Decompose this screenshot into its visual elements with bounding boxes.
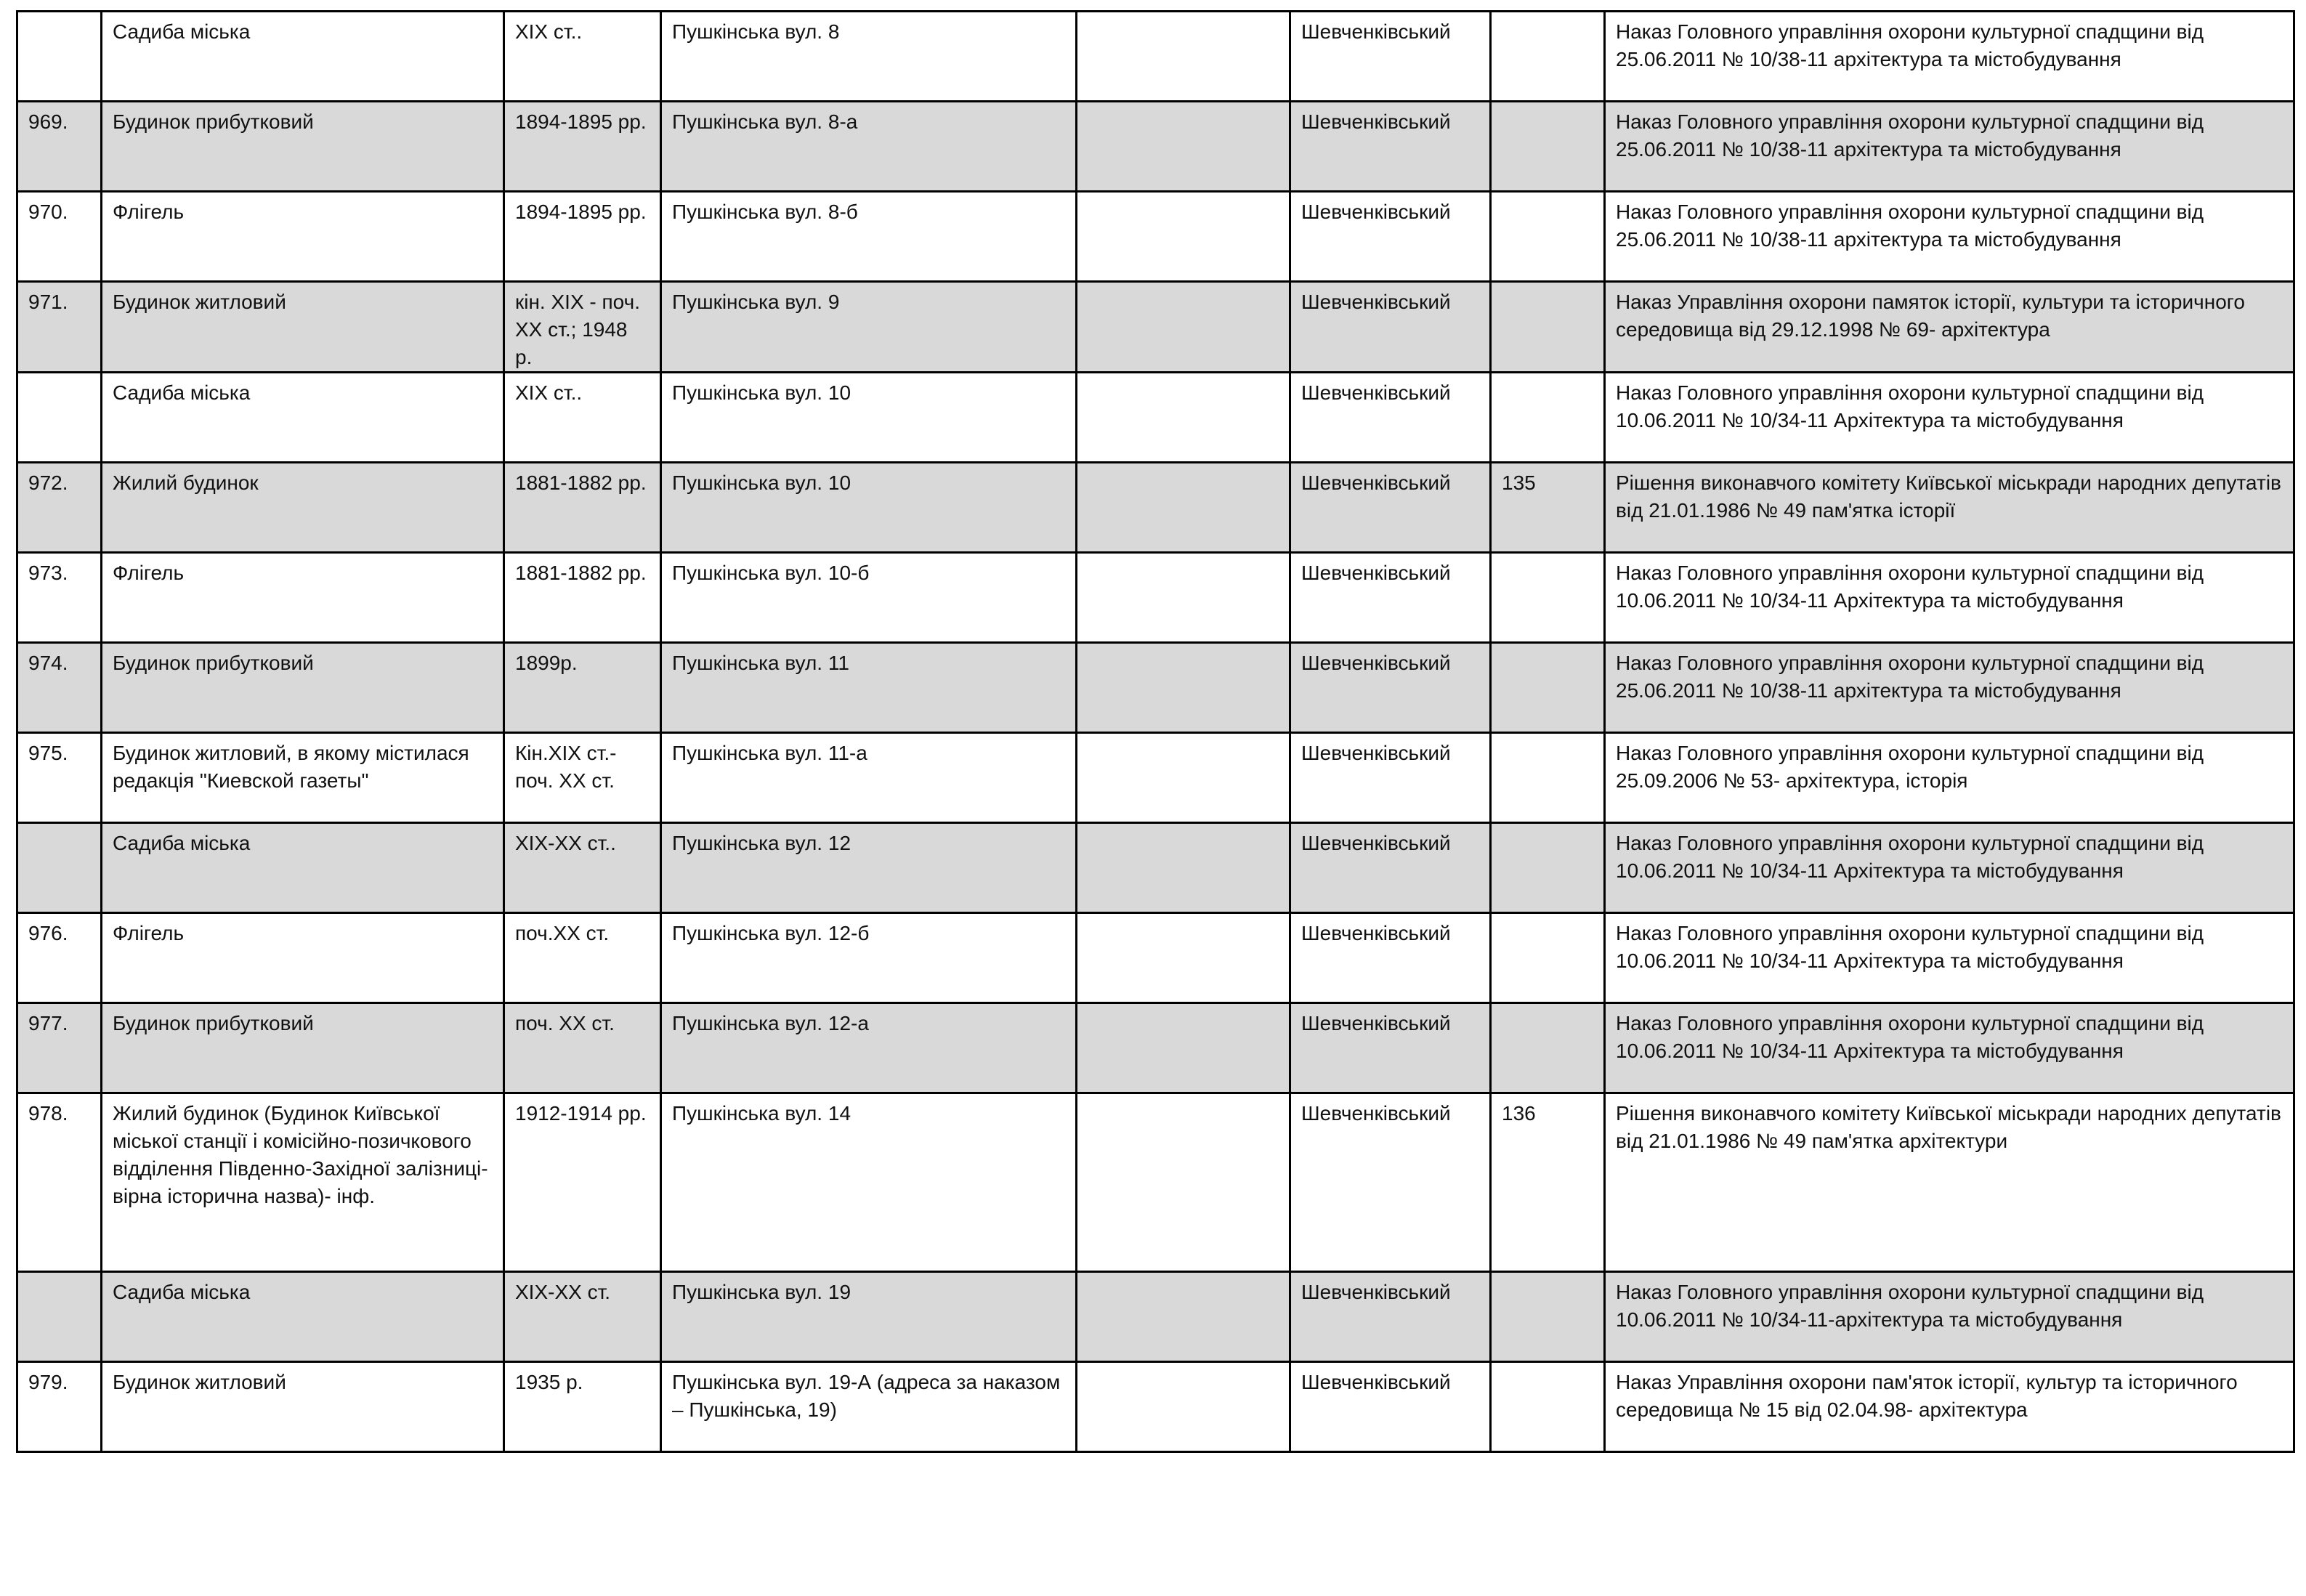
cell-date: 1912-1914 рр.: [504, 1093, 661, 1272]
cell-registration-number: [1491, 373, 1605, 463]
cell-district: Шевченківський: [1290, 12, 1491, 102]
cell-object-name: Садиба міська: [102, 373, 504, 463]
cell-number: 979.: [17, 1362, 102, 1452]
cell-district: Шевченківський: [1290, 1093, 1491, 1272]
cell-address: Пушкінська вул. 12-б: [661, 913, 1077, 1003]
cell-object-name: Жилий будинок (Будинок Київської міської станції і комісійно-позичкового відділення Південно-Західної залізниці- вірна історична назва)- інф.: [102, 1093, 504, 1272]
table-row: [17, 1272, 2294, 1362]
table-row: [17, 463, 2294, 553]
cell-number: [17, 823, 102, 913]
cell-registration-number: 135: [1491, 463, 1605, 553]
cell-district: Шевченківський: [1290, 192, 1491, 282]
cell-document: Наказ Головного управління охорони культурної спадщини від 10.06.2011 № 10/34-11 Архітектура та містобудування: [1605, 553, 2294, 643]
cell-number: 973.: [17, 553, 102, 643]
cell-document: Наказ Головного управління охорони культурної спадщини від 25.06.2011 № 10/38-11 архітектура та містобудування: [1605, 643, 2294, 733]
cell-document: Наказ Головного управління охорони культурної спадщини від 25.06.2011 № 10/38-11 архітектура та містобудування: [1605, 12, 2294, 102]
cell-address: Пушкінська вул. 11-а: [661, 733, 1077, 823]
cell-number: 978.: [17, 1093, 102, 1272]
cell-object-name: Будинок прибутковий: [102, 1003, 504, 1093]
cell-document: Наказ Управління охорони пам'яток історії, культур та історичного середовища № 15 від 02.04.98- архітектура: [1605, 1362, 2294, 1452]
cell-number: 977.: [17, 1003, 102, 1093]
cell-date: 1935 р.: [504, 1362, 661, 1452]
cell-document: Наказ Управління охорони памяток історії, культури та історичного середовища від 29.12.1998 № 69- архітектура: [1605, 282, 2294, 373]
cell-date: 1899р.: [504, 643, 661, 733]
cell-address: Пушкінська вул. 14: [661, 1093, 1077, 1272]
cell-date: 1894-1895 рр.: [504, 102, 661, 192]
cell-district: Шевченківський: [1290, 1003, 1491, 1093]
cell-object-name: Флігель: [102, 553, 504, 643]
cell-document: Наказ Головного управління охорони культурної спадщини від 10.06.2011 № 10/34-11-архітектура та містобудування: [1605, 1272, 2294, 1362]
cell-date: ХІХ-ХХ ст.: [504, 1272, 661, 1362]
cell-district: Шевченківський: [1290, 463, 1491, 553]
cell-date: поч.ХХ ст.: [504, 913, 661, 1003]
cell-empty: [1077, 463, 1290, 553]
cell-object-name: Садиба міська: [102, 1272, 504, 1362]
table-row: [17, 373, 2294, 463]
cell-number: 970.: [17, 192, 102, 282]
cell-empty: [1077, 823, 1290, 913]
cell-address: Пушкінська вул. 19-А (адреса за наказом – Пушкінська, 19): [661, 1362, 1077, 1452]
cell-document: Наказ Головного управління охорони культурної спадщини від 25.09.2006 № 53- архітектура, історія: [1605, 733, 2294, 823]
cell-district: Шевченківський: [1290, 373, 1491, 463]
table-row: [17, 102, 2294, 192]
cell-number: [17, 12, 102, 102]
cell-date: кін. ХІХ - поч. ХХ ст.; 1948 р.: [504, 282, 661, 373]
cell-document: Наказ Головного управління охорони культурної спадщини від 10.06.2011 № 10/34-11 Архітектура та містобудування: [1605, 913, 2294, 1003]
cell-registration-number: [1491, 12, 1605, 102]
cell-registration-number: [1491, 282, 1605, 373]
cell-number: 974.: [17, 643, 102, 733]
cell-district: Шевченківський: [1290, 102, 1491, 192]
cell-address: Пушкінська вул. 10-б: [661, 553, 1077, 643]
cell-registration-number: [1491, 1003, 1605, 1093]
cell-date: ХІХ-ХХ ст..: [504, 823, 661, 913]
table-row: [17, 1093, 2294, 1272]
table-row: [17, 913, 2294, 1003]
table-row: [17, 823, 2294, 913]
cell-object-name: Садиба міська: [102, 823, 504, 913]
cell-empty: [1077, 282, 1290, 373]
cell-registration-number: 136: [1491, 1093, 1605, 1272]
cell-date: 1894-1895 рр.: [504, 192, 661, 282]
cell-address: Пушкінська вул. 19: [661, 1272, 1077, 1362]
cell-empty: [1077, 12, 1290, 102]
cell-district: Шевченківський: [1290, 823, 1491, 913]
table-row: [17, 1003, 2294, 1093]
cell-number: 971.: [17, 282, 102, 373]
cell-district: Шевченківський: [1290, 643, 1491, 733]
cell-empty: [1077, 192, 1290, 282]
cell-empty: [1077, 553, 1290, 643]
cell-district: Шевченківський: [1290, 1272, 1491, 1362]
table-row: [17, 282, 2294, 373]
cell-address: Пушкінська вул. 11: [661, 643, 1077, 733]
cell-empty: [1077, 1093, 1290, 1272]
cell-address: Пушкінська вул. 8-б: [661, 192, 1077, 282]
table-row: [17, 733, 2294, 823]
cell-object-name: Будинок житловий: [102, 1362, 504, 1452]
cell-date: 1881-1882 рр.: [504, 553, 661, 643]
cell-date: ХІХ ст..: [504, 373, 661, 463]
cell-address: Пушкінська вул. 10: [661, 463, 1077, 553]
cell-empty: [1077, 1003, 1290, 1093]
cell-object-name: Жилий будинок: [102, 463, 504, 553]
cell-date: ХІХ ст..: [504, 12, 661, 102]
cell-document: Наказ Головного управління охорони культурної спадщини від 10.06.2011 № 10/34-11 Архітектура та містобудування: [1605, 1003, 2294, 1093]
table-row: [17, 192, 2294, 282]
cell-registration-number: [1491, 643, 1605, 733]
cell-address: Пушкінська вул. 9: [661, 282, 1077, 373]
cell-registration-number: [1491, 192, 1605, 282]
cell-address: Пушкінська вул. 8: [661, 12, 1077, 102]
cell-address: Пушкінська вул. 10: [661, 373, 1077, 463]
cell-address: Пушкінська вул. 12: [661, 823, 1077, 913]
cell-empty: [1077, 1362, 1290, 1452]
cell-registration-number: [1491, 823, 1605, 913]
table-body: [17, 12, 2294, 1452]
cell-object-name: Флігель: [102, 913, 504, 1003]
cell-date: Кін.ХІХ ст.- поч. ХХ ст.: [504, 733, 661, 823]
cell-district: Шевченківський: [1290, 733, 1491, 823]
cell-number: 975.: [17, 733, 102, 823]
cell-empty: [1077, 643, 1290, 733]
cell-empty: [1077, 1272, 1290, 1362]
cell-registration-number: [1491, 913, 1605, 1003]
cell-document: Рішення виконавчого комітету Київської міськради народних депутатів від 21.01.1986 № 49 пам'ятка історії: [1605, 463, 2294, 553]
cell-registration-number: [1491, 102, 1605, 192]
cell-empty: [1077, 913, 1290, 1003]
table-row: [17, 1362, 2294, 1452]
cell-document: Наказ Головного управління охорони культурної спадщини від 25.06.2011 № 10/38-11 архітектура та містобудування: [1605, 102, 2294, 192]
cell-empty: [1077, 373, 1290, 463]
heritage-registry-table: [16, 10, 2295, 1453]
cell-registration-number: [1491, 553, 1605, 643]
cell-date: поч. ХХ ст.: [504, 1003, 661, 1093]
cell-registration-number: [1491, 733, 1605, 823]
cell-document: Рішення виконавчого комітету Київської міськради народних депутатів від 21.01.1986 № 49 пам'ятка архітектури: [1605, 1093, 2294, 1272]
cell-object-name: Будинок прибутковий: [102, 102, 504, 192]
table-row: [17, 12, 2294, 102]
cell-address: Пушкінська вул. 8-а: [661, 102, 1077, 192]
cell-object-name: Будинок прибутковий: [102, 643, 504, 733]
cell-empty: [1077, 733, 1290, 823]
table-row: [17, 553, 2294, 643]
cell-number: [17, 373, 102, 463]
cell-object-name: Будинок житловий, в якому містилася редакція "Киевской газеты": [102, 733, 504, 823]
cell-district: Шевченківський: [1290, 1362, 1491, 1452]
cell-registration-number: [1491, 1362, 1605, 1452]
cell-object-name: Будинок житловий: [102, 282, 504, 373]
cell-district: Шевченківський: [1290, 282, 1491, 373]
cell-number: 972.: [17, 463, 102, 553]
cell-number: [17, 1272, 102, 1362]
cell-district: Шевченківський: [1290, 553, 1491, 643]
cell-date: 1881-1882 рр.: [504, 463, 661, 553]
cell-registration-number: [1491, 1272, 1605, 1362]
cell-number: 976.: [17, 913, 102, 1003]
cell-document: Наказ Головного управління охорони культурної спадщини від 10.06.2011 № 10/34-11 Архітектура та містобудування: [1605, 823, 2294, 913]
cell-address: Пушкінська вул. 12-а: [661, 1003, 1077, 1093]
table-row: [17, 643, 2294, 733]
cell-document: Наказ Головного управління охорони культурної спадщини від 25.06.2011 № 10/38-11 архітектура та містобудування: [1605, 192, 2294, 282]
cell-number: 969.: [17, 102, 102, 192]
cell-district: Шевченківський: [1290, 913, 1491, 1003]
cell-document: Наказ Головного управління охорони культурної спадщини від 10.06.2011 № 10/34-11 Архітектура та містобудування: [1605, 373, 2294, 463]
cell-object-name: Садиба міська: [102, 12, 504, 102]
cell-empty: [1077, 102, 1290, 192]
cell-object-name: Флігель: [102, 192, 504, 282]
